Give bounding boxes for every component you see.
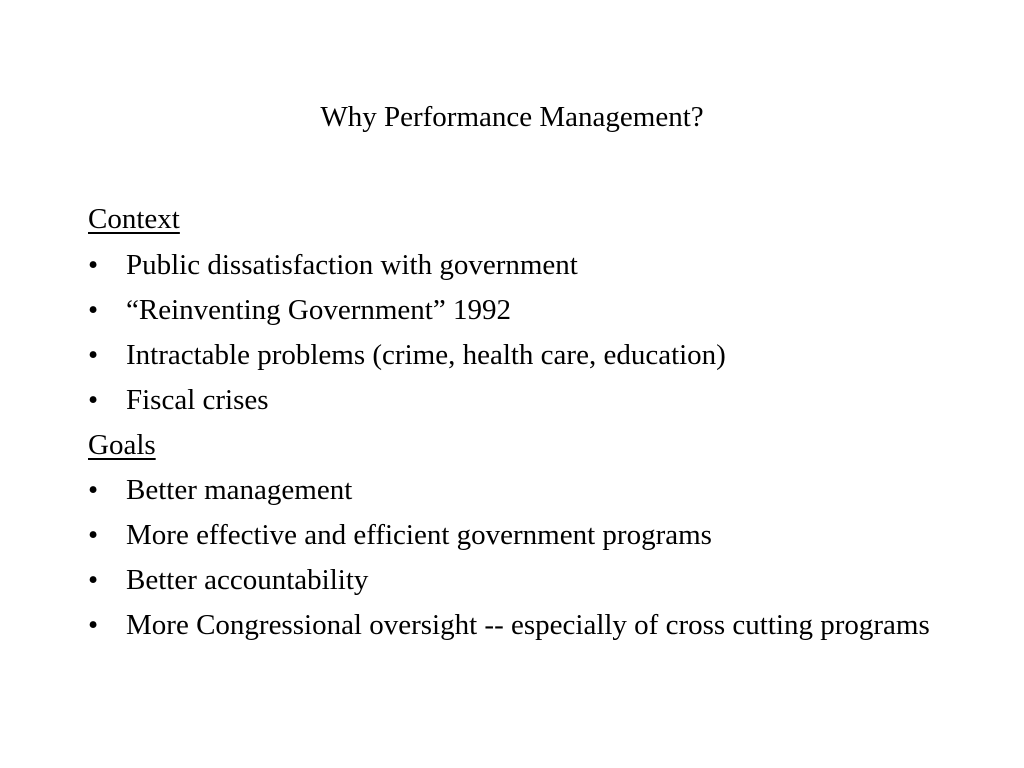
bullet-icon: • xyxy=(88,564,99,596)
context-heading: Context xyxy=(88,203,180,235)
context-bullet-text: “Reinventing Government” 1992 xyxy=(126,294,511,326)
bullet-icon: • xyxy=(88,249,99,281)
context-bullet-text: Fiscal crises xyxy=(126,384,269,416)
context-bullet-item xyxy=(88,292,958,328)
goals-bullet-text: More effective and efficient government programs xyxy=(126,519,712,551)
context-bullet-item xyxy=(88,247,958,283)
goals-bullet-item xyxy=(88,607,958,643)
goals-bullet-item xyxy=(88,562,958,598)
goals-bullet-text: Better management xyxy=(126,474,353,506)
context-bullet-list xyxy=(88,247,958,418)
bullet-icon: • xyxy=(88,474,99,506)
goals-heading: Goals xyxy=(88,429,156,461)
goals-bullet-item xyxy=(88,472,958,508)
context-bullet-item xyxy=(88,337,958,373)
bullet-icon: • xyxy=(88,609,99,641)
goals-bullet-text: More Congressional oversight -- especially of cross cutting programs xyxy=(126,609,930,641)
bullet-icon: • xyxy=(88,294,99,326)
context-bullet-text: Public dissatisfaction with government xyxy=(126,249,578,281)
bullet-icon: • xyxy=(88,339,99,371)
goals-bullet-item xyxy=(88,517,958,553)
goals-bullet-list xyxy=(88,472,958,643)
goals-bullet-text: Better accountability xyxy=(126,564,369,596)
bullet-icon: • xyxy=(88,519,99,551)
context-bullet-text: Intractable problems (crime, health care, education) xyxy=(126,339,726,371)
context-bullet-item xyxy=(88,382,958,418)
slide-title: Why Performance Management? xyxy=(320,101,704,133)
bullet-icon: • xyxy=(88,384,99,416)
